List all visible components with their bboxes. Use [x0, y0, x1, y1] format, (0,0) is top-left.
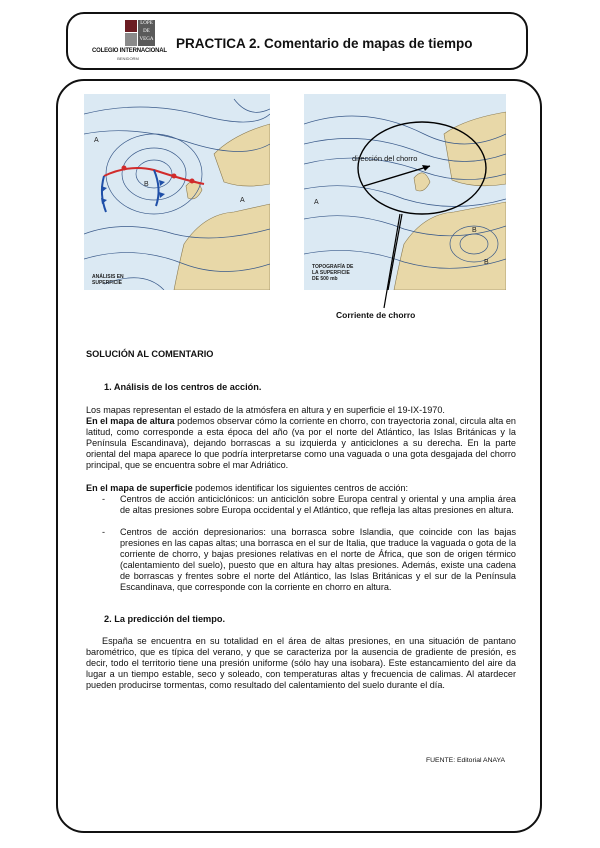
section-heading-2: 2. La predicción del tiempo. — [104, 614, 225, 624]
pressure-high-label: A — [94, 137, 99, 144]
jet-direction-label: dirección del chorro — [352, 154, 418, 163]
paragraph-maps: Los mapas representan el estado de la atmósfera en altura y en superficie el 19-IX-1970. En el mapa de altura podemos observar cómo la corriente en chorro, con trayectoria zonal, circula alta en latitud, como corresponde a esta época del año (va por el norte del Atlántico, las Islas Británicas y la Península Escandinava), dejando borrascas a su izquierda y anticiclones a su derecha. En la parte oriental del mapa aparece lo que podría interpretarse como una vaguada o una gota desgajada del chorro principal, que se encuentra sobre el mar Adriático. — [86, 405, 516, 470]
list-item: - Centros de acción anticiclónicos: un anticiclón sobre Europa central y oriental y una amplia área de altas presiones sobre Europa occidental y el Atlántico, que refleja las altas presiones en altura. — [102, 494, 516, 515]
upper-air-map-caption: TOPOGRAFÍA DE LA SUPERFICIE DE 500 mb — [312, 264, 354, 282]
logo-badge: LOPE DE VEGA — [125, 20, 155, 46]
pressure-high-label: A — [240, 197, 245, 204]
paragraph-surface: En el mapa de superficie podemos identificar los siguientes centros de acción: — [86, 483, 408, 493]
pressure-high-label: A — [314, 199, 319, 206]
pressure-low-label: B — [484, 259, 489, 266]
solution-heading: SOLUCIÓN AL COMENTARIO — [86, 349, 214, 359]
list-item: - Centros de acción depresionarios: una borrasca sobre Islandia, que coincide con las bajas presiones en las capas altas; una borrasca en el sur de Italia, que traduce la vaguada o gota de la corriente de chorro, y bajas presiones relativas en el norte de África, que son de origen térmico (calentamiento del suelo), puesto que en altura hay altas presiones. Además, existe una cadena de borrascas y frentes sobre el norte del Atlántico, las Islas Británicas y el sur de la Península Escandinava, que corresponde con la corriente en chorro en altura. — [102, 527, 516, 592]
pressure-low-label: B — [144, 181, 149, 188]
paragraph-forecast: España se encuentra en su totalidad en el área de altas presiones, en una situación de pantano barométrico, que es típica del verano, y que se caracteriza por la ausencia de gradiente de presión, es decir, todo el territorio tiene una presión uniforme (sólo hay una isobara). Este estancamiento del aire da lugar a un tiempo estable, seco y soleado, con temperaturas altas y frecuencia de calimas. Al atardecer pueden producirse tormentas, como resultado del calentamiento del suelo durante el día. — [86, 636, 516, 690]
jet-stream-caption: Corriente de chorro — [336, 310, 416, 320]
page-title: PRACTICA 2. Comentario de mapas de tiempo — [176, 36, 473, 51]
source-note: FUENTE: Editorial ANAYA — [426, 757, 506, 764]
section-heading-1: 1. Análisis de los centros de acción. — [104, 382, 262, 392]
surface-map-caption: ANÁLISIS EN SUPERFICIE — [92, 274, 124, 286]
pressure-low-label: B — [472, 227, 477, 234]
logo-subtitle: BENIDORM — [117, 56, 139, 61]
logo-name: COLEGIO INTERNACIONAL — [92, 48, 167, 54]
